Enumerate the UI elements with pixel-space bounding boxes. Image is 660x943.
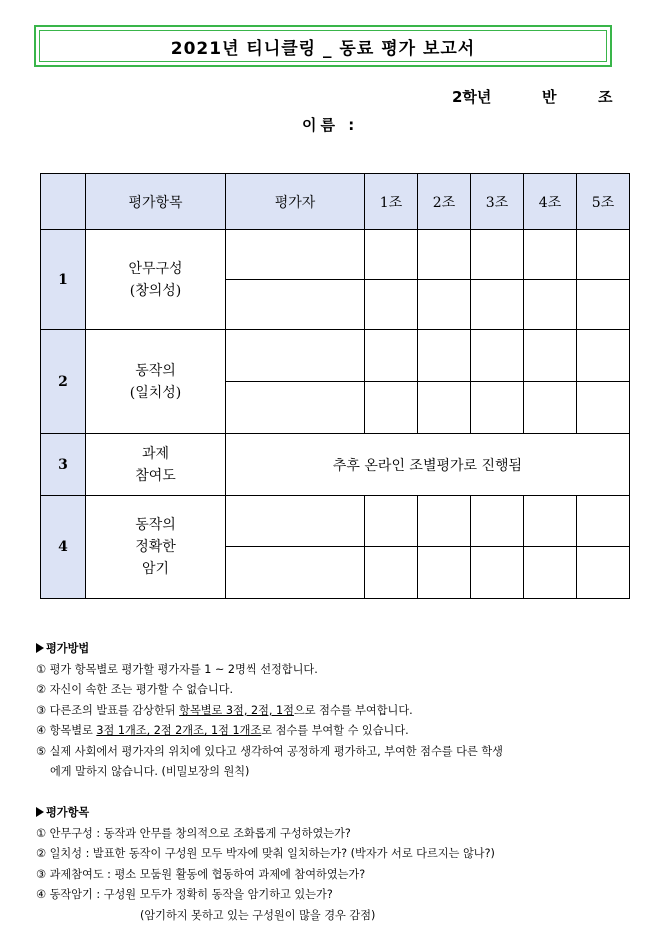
evaluation-table bbox=[40, 173, 630, 599]
criteria-item: (암기하지 못하고 있는 구성원이 많을 경우 감점) bbox=[140, 908, 376, 922]
score-cell[interactable] bbox=[418, 496, 471, 547]
grade-label: 2학년 bbox=[452, 88, 492, 106]
score-cell[interactable] bbox=[524, 496, 577, 547]
method-item: 에게 말하지 않습니다. (비밀보장의 원칙) bbox=[50, 765, 250, 778]
category-line: 암기 bbox=[141, 561, 170, 577]
criteria-item: ① 안무구성 : 동작과 안무를 창의적으로 조화롭게 구성하였는가? bbox=[36, 826, 351, 840]
score-cell[interactable] bbox=[418, 280, 471, 330]
score-cell[interactable] bbox=[577, 230, 630, 280]
score-cell[interactable] bbox=[577, 547, 630, 599]
method-heading: 평가방법 bbox=[36, 639, 503, 660]
category-line: 과제 bbox=[141, 445, 170, 462]
score-cell[interactable] bbox=[524, 382, 577, 434]
score-cell[interactable] bbox=[577, 330, 630, 382]
evaluator-cell[interactable] bbox=[226, 547, 365, 599]
score-cell[interactable] bbox=[471, 230, 524, 280]
criteria-item: ③ 과제참여도 : 평소 모둠원 활동에 협동하여 과제에 참여하였는가? bbox=[36, 867, 366, 881]
header-group-4: 4조 bbox=[524, 174, 577, 230]
row-category bbox=[86, 434, 226, 496]
row-number: 4 bbox=[41, 496, 86, 599]
row-category bbox=[86, 330, 226, 434]
header-item: 평가항목 bbox=[86, 174, 226, 230]
evaluator-cell[interactable] bbox=[226, 496, 365, 547]
row-number: 3 bbox=[41, 434, 86, 496]
score-cell[interactable] bbox=[577, 496, 630, 547]
row-category bbox=[86, 230, 226, 330]
row-number: 1 bbox=[41, 230, 86, 330]
score-cell[interactable] bbox=[365, 280, 418, 330]
score-cell[interactable] bbox=[365, 330, 418, 382]
criteria-heading: 평가항목 bbox=[36, 803, 495, 824]
score-cell[interactable] bbox=[418, 382, 471, 434]
triangle-icon bbox=[36, 807, 44, 817]
class-label: 반 bbox=[542, 88, 557, 106]
criteria-section bbox=[36, 803, 495, 926]
score-cell[interactable] bbox=[471, 496, 524, 547]
header-group-1: 1조 bbox=[365, 174, 418, 230]
score-cell[interactable] bbox=[365, 496, 418, 547]
merged-note: 추후 온라인 조별평가로 진행됨 bbox=[226, 434, 630, 496]
score-cell[interactable] bbox=[524, 280, 577, 330]
score-cell[interactable] bbox=[524, 230, 577, 280]
category-line: 참여도 bbox=[135, 467, 176, 484]
group-label: 조 bbox=[598, 88, 613, 106]
triangle-icon bbox=[36, 643, 44, 653]
score-cell[interactable] bbox=[471, 382, 524, 434]
header-corner bbox=[41, 174, 86, 230]
evaluator-cell[interactable] bbox=[226, 382, 365, 434]
score-cell[interactable] bbox=[471, 330, 524, 382]
category-line: 안무구성 bbox=[128, 260, 183, 277]
evaluator-cell[interactable] bbox=[226, 330, 365, 382]
criteria-item: ② 일치성 : 발표한 동작이 구성원 모두 박자에 맞춰 일치하는가? (박자가 서로 다르지는 않나?) bbox=[36, 847, 495, 860]
method-item: ⑤ 실제 사회에서 평가자의 위치에 있다고 생각하여 공정하게 평가하고, 부여한 점수를 다른 학생 bbox=[36, 744, 503, 758]
method-item: ④ 항목별로 3점 1개조, 2점 2개조, 1점 1개조로 점수를 부여할 수 있습니다. bbox=[36, 724, 409, 737]
score-cell[interactable] bbox=[524, 330, 577, 382]
header-group-2: 2조 bbox=[418, 174, 471, 230]
page-title: 2021년 티니클링 _ 동료 평가 보고서 bbox=[39, 30, 607, 62]
score-cell[interactable] bbox=[418, 230, 471, 280]
evaluator-cell[interactable] bbox=[226, 230, 365, 280]
row-number: 2 bbox=[41, 330, 86, 434]
criteria-item: ④ 동작암기 : 구성원 모두가 정확히 동작을 암기하고 있는가? bbox=[36, 888, 333, 901]
method-item: ② 자신이 속한 조는 평가할 수 없습니다. bbox=[36, 683, 234, 696]
method-item: ① 평가 항목별로 평가할 평가자를 1 ~ 2명씩 선정합니다. bbox=[36, 662, 318, 676]
category-line: (창의성) bbox=[129, 282, 182, 299]
score-cell[interactable] bbox=[577, 280, 630, 330]
method-section bbox=[36, 639, 503, 783]
row-category bbox=[86, 496, 226, 599]
header-group-5: 5조 bbox=[577, 174, 630, 230]
score-cell[interactable] bbox=[418, 547, 471, 599]
title-box bbox=[34, 25, 612, 67]
score-cell[interactable] bbox=[418, 330, 471, 382]
category-line: 정확한 bbox=[135, 539, 176, 555]
score-cell[interactable] bbox=[365, 382, 418, 434]
score-cell[interactable] bbox=[471, 547, 524, 599]
evaluator-cell[interactable] bbox=[226, 280, 365, 330]
score-cell[interactable] bbox=[365, 547, 418, 599]
score-cell[interactable] bbox=[365, 230, 418, 280]
score-cell[interactable] bbox=[577, 382, 630, 434]
method-item: ③ 다른조의 발표를 감상한뒤 항목별로 3점, 2점, 1점으로 점수를 부여합니다. bbox=[36, 703, 413, 717]
score-cell[interactable] bbox=[524, 547, 577, 599]
category-line: (일치성) bbox=[129, 384, 182, 401]
category-line: 동작의 bbox=[135, 517, 176, 533]
header-evaluator: 평가자 bbox=[226, 174, 365, 230]
category-line: 동작의 bbox=[135, 362, 176, 379]
name-label: 이름 : bbox=[302, 116, 359, 134]
header-group-3: 3조 bbox=[471, 174, 524, 230]
score-cell[interactable] bbox=[471, 280, 524, 330]
